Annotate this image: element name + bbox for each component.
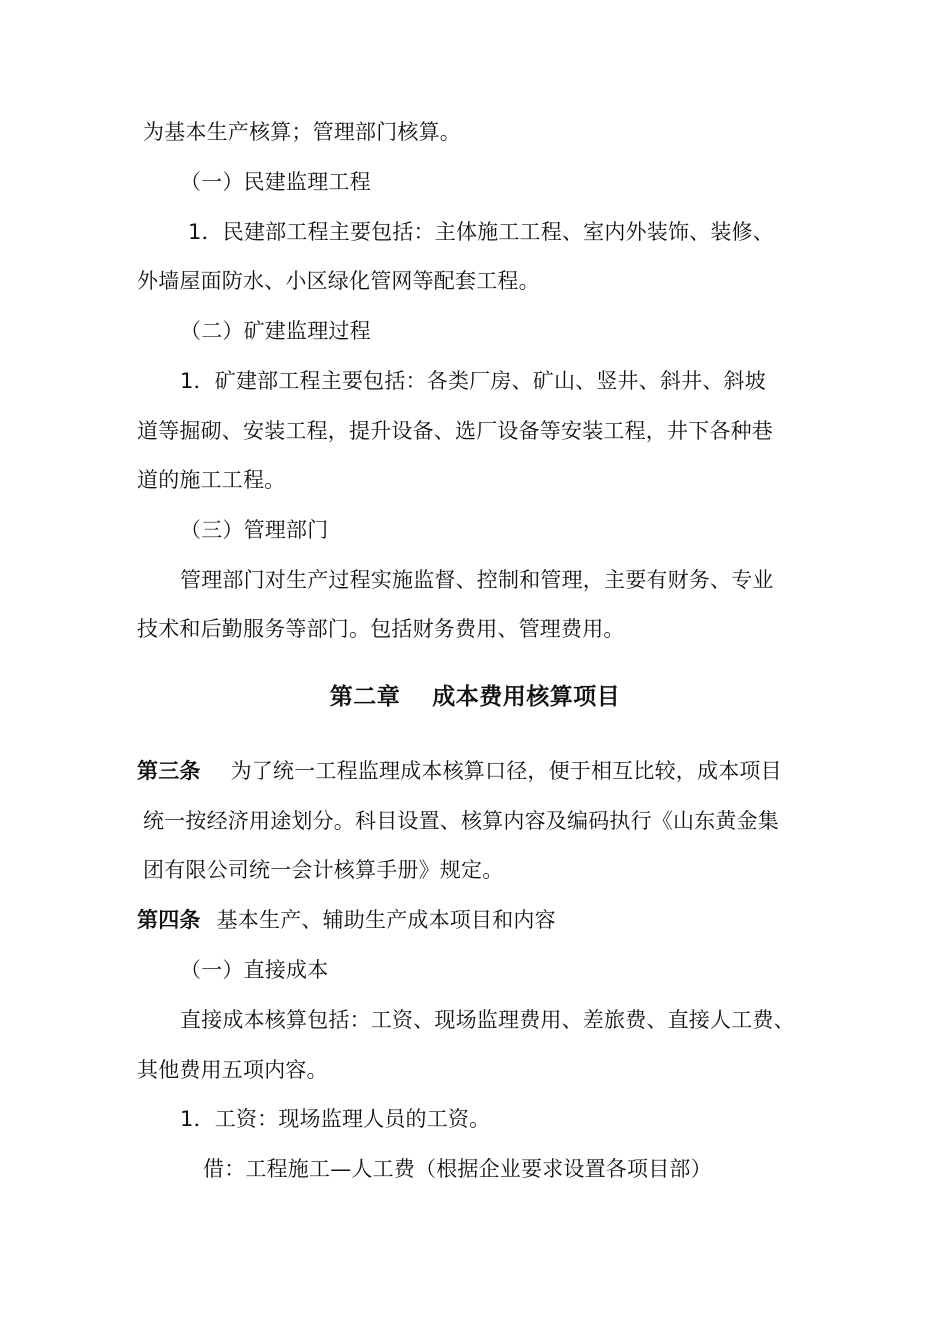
paragraph-line: 外墙屋面防水、小区绿化管网等配套工程。 xyxy=(137,269,540,293)
article-three-text: 为了统一工程监理成本核算口径，便于相互比较，成本项目 xyxy=(230,759,782,783)
paragraph-line: 团有限公司统一会计核算手册》规定。 xyxy=(143,858,504,882)
article-three-line xyxy=(137,756,817,786)
article-four-text: 基本生产、辅助生产成本项目和内容 xyxy=(216,908,556,932)
article-four-label: 第四条 xyxy=(137,908,201,932)
article-three-label: 第三条 xyxy=(137,759,201,783)
paragraph-line: 道等掘砌、安装工程，提升设备、选厂设备等安装工程，井下各种巷 xyxy=(137,419,773,443)
paragraph-line: 统一按经济用途划分。科目设置、核算内容及编码执行《山东黄金集 xyxy=(143,809,779,833)
section-heading-management: （三）管理部门 xyxy=(180,518,329,542)
paragraph-line: 借：工程施工—人工费（根据企业要求设置各项目部） xyxy=(203,1157,712,1181)
paragraph-line: 其他费用五项内容。 xyxy=(137,1058,328,1082)
paragraph-line: 1．民建部工程主要包括：主体施工工程、室内外装饰、装修、 xyxy=(188,220,774,244)
article-four-line xyxy=(137,905,817,935)
section-heading-mining: （二）矿建监理过程 xyxy=(180,319,371,343)
chapter-title: 第二章 成本费用核算项目 xyxy=(329,684,621,710)
section-heading-civil: （一）民建监理工程 xyxy=(180,170,371,194)
paragraph-line: 管理部门对生产过程实施监督、控制和管理，主要有财务、专业 xyxy=(180,568,774,592)
paragraph-line: 1．工资：现场监理人员的工资。 xyxy=(180,1107,491,1131)
paragraph-line: 道的施工工程。 xyxy=(137,468,286,492)
paragraph-line: 为基本生产核算；管理部门核算。 xyxy=(143,120,461,144)
paragraph-line: 直接成本核算包括：工资、现场监理费用、差旅费、直接人工费、 xyxy=(180,1008,795,1032)
paragraph-line: 1．矿建部工程主要包括：各类厂房、矿山、竖井、斜井、斜坡 xyxy=(180,369,766,393)
section-heading-direct-cost: （一）直接成本 xyxy=(180,958,329,982)
paragraph-line: 技术和后勤服务等部门。包括财务费用、管理费用。 xyxy=(137,617,625,641)
